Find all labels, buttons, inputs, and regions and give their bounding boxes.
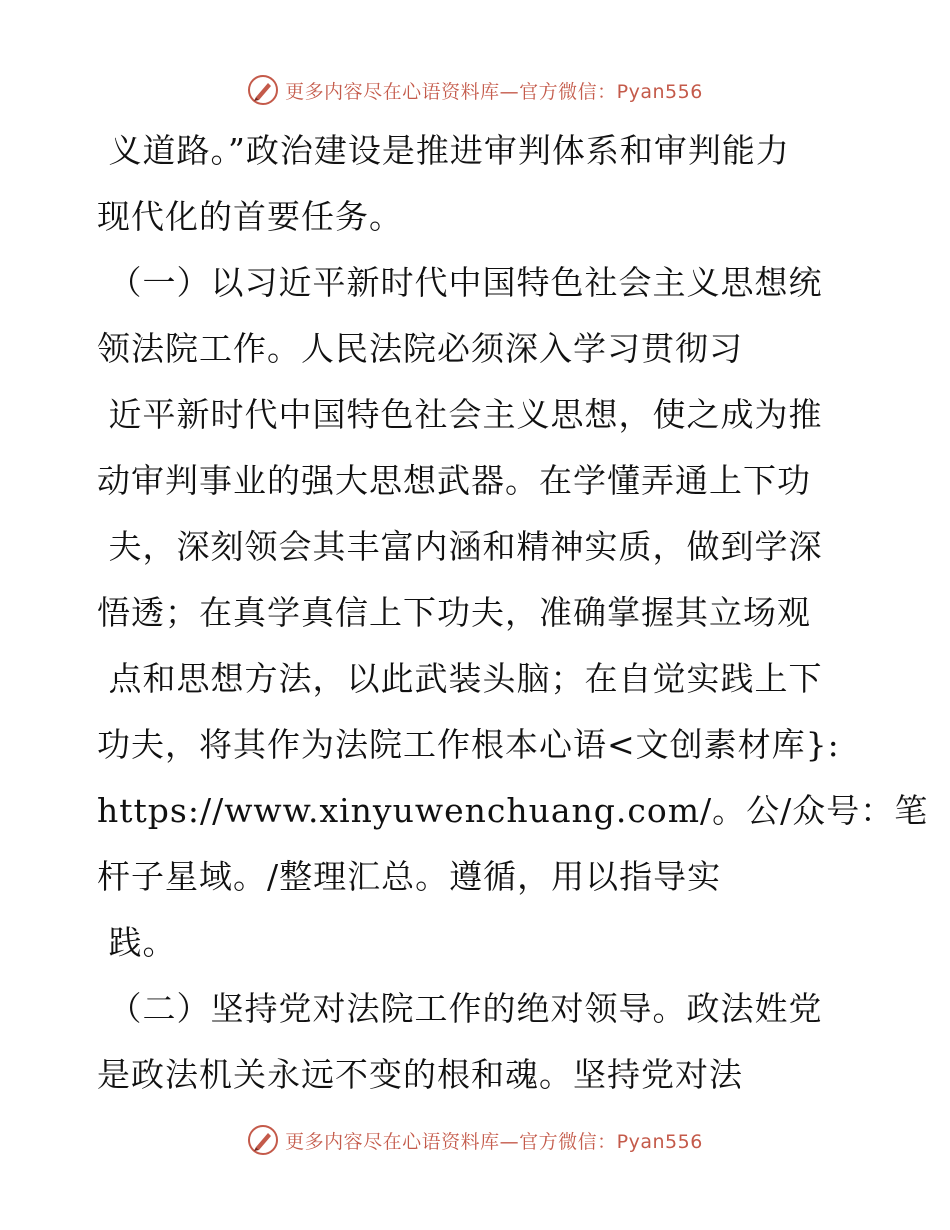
document-body — [97, 118, 929, 1108]
text-line: 践。 — [97, 923, 177, 962]
text-line: 悟透；在真学真信上下功夫，准确掌握其立场观 — [97, 593, 811, 632]
footer-banner-text: 更多内容尽在心语资料库—官方微信：Pyan556 — [285, 1130, 703, 1153]
pen-logo-icon — [247, 74, 279, 106]
text-line: 夫，深刻领会其丰富内涵和精神实质，做到学深 — [97, 527, 823, 566]
text-line: 近平新时代中国特色社会主义思想，使之成为推 — [97, 395, 823, 434]
header-banner — [0, 68, 950, 112]
text-line: https://www.xinyuwenchuang.com/。公/众号：笔 — [97, 791, 929, 830]
text-line: 功夫，将其作为法院工作根本心语<文创素材库}: — [97, 725, 840, 764]
text-line: 动审判事业的强大思想武器。在学懂弄通上下功 — [97, 461, 811, 500]
text-line: （一）以习近平新时代中国特色社会主义思想统 — [97, 263, 823, 302]
text-line: 是政法机关永远不变的根和魂。坚持党对法 — [97, 1055, 743, 1094]
text-line: 杆子星域。/整理汇总。遵循，用以指导实 — [97, 857, 722, 896]
pen-logo-icon — [247, 1124, 279, 1156]
text-line: 现代化的首要任务。 — [97, 197, 403, 236]
text-line: 义道路。”政治建设是推进审判体系和审判能力 — [97, 131, 790, 170]
text-line: （二）坚持党对法院工作的绝对领导。政法姓党 — [97, 989, 823, 1028]
header-banner-text: 更多内容尽在心语资料库—官方微信：Pyan556 — [285, 80, 703, 103]
text-line: 领法院工作。人民法院必须深入学习贯彻习 — [97, 329, 743, 368]
footer-banner — [0, 1118, 950, 1162]
text-line: 点和思想方法，以此武装头脑；在自觉实践上下 — [97, 659, 823, 698]
